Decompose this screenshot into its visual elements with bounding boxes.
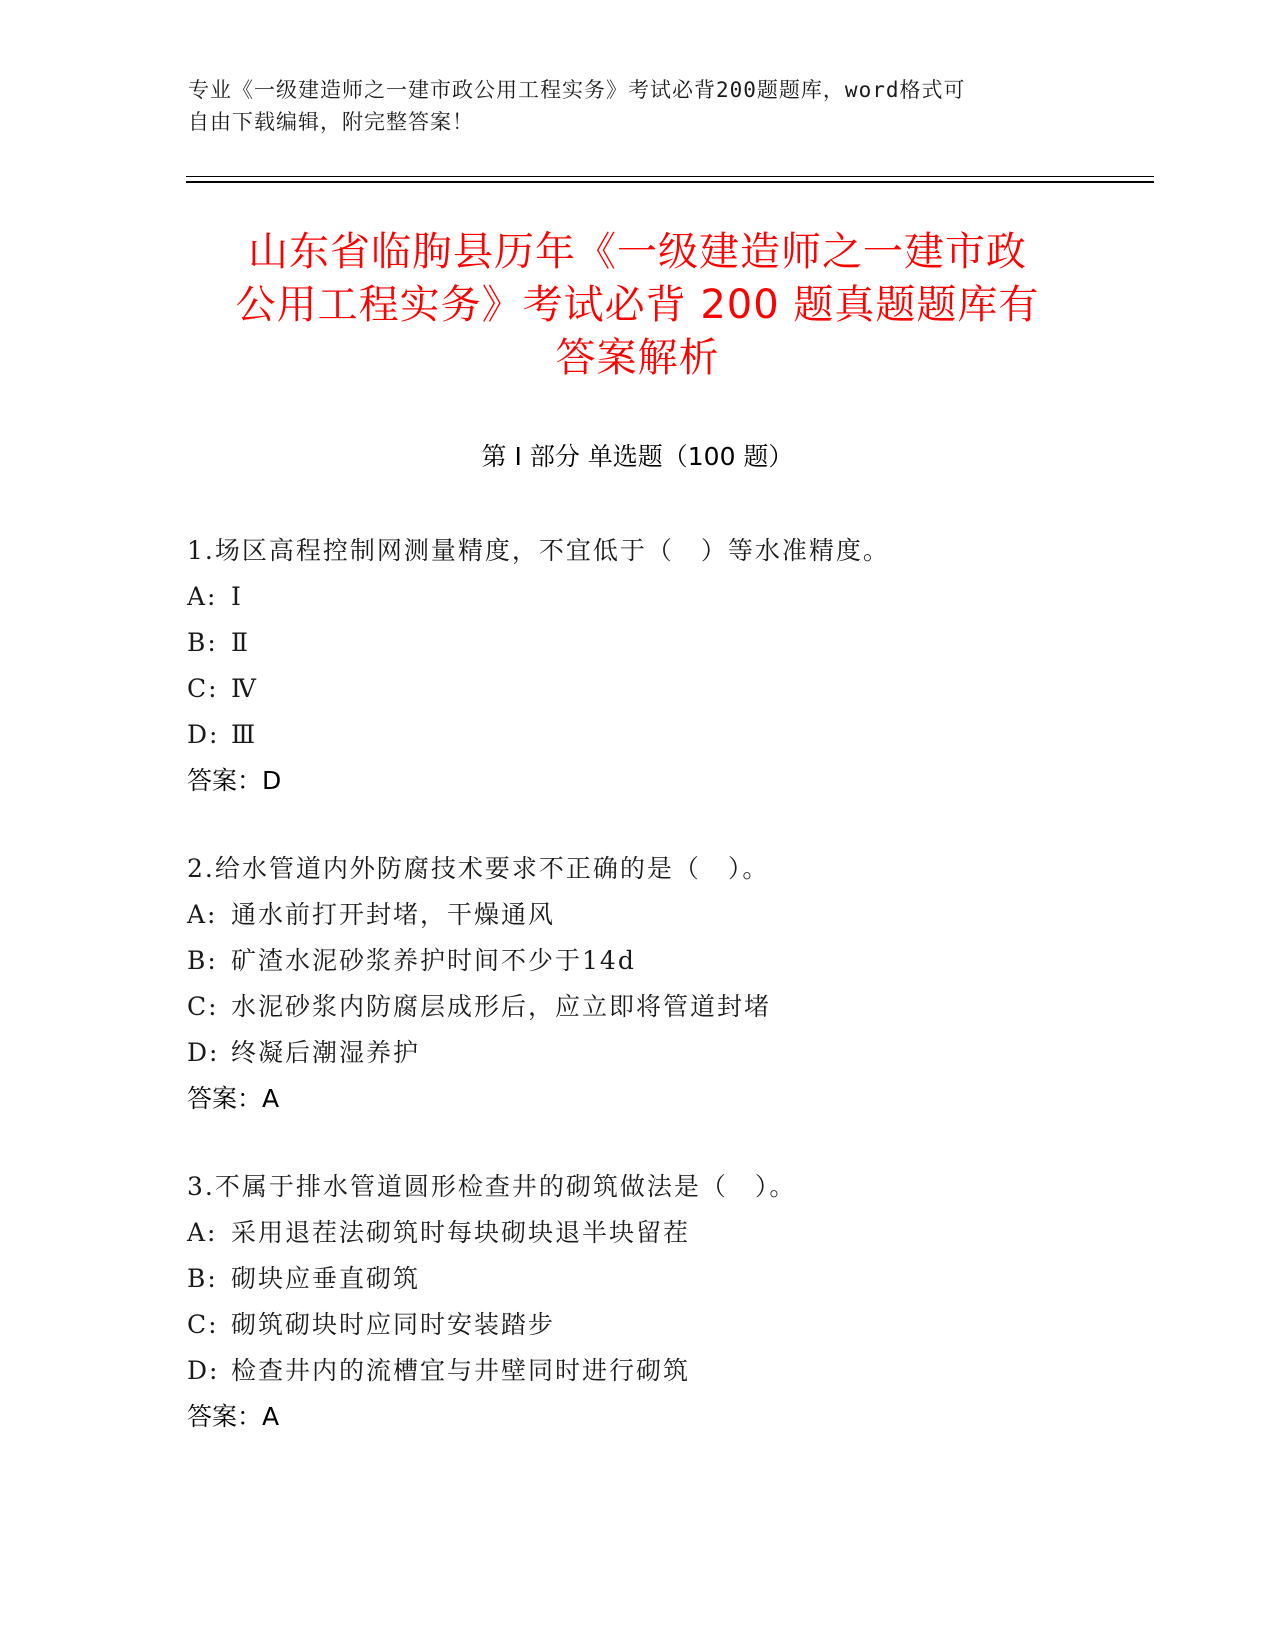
header-divider-thick bbox=[186, 181, 1154, 183]
option-text: Ⅱ bbox=[231, 628, 250, 657]
option-text: 采用退茬法砌筑时每块砌块退半块留茬 bbox=[231, 1218, 691, 1247]
option-text: 矿渣水泥砂浆养护时间不少于14d bbox=[231, 946, 636, 975]
option-key: B: bbox=[187, 628, 218, 657]
option-text: Ⅰ bbox=[231, 582, 243, 611]
option-key: D: bbox=[187, 720, 220, 749]
question-item bbox=[187, 1164, 1107, 1440]
option-text: 水泥砂浆内防腐层成形后，应立即将管道封堵 bbox=[231, 992, 772, 1021]
option-text: 砌筑砌块时应同时安装踏步 bbox=[231, 1310, 556, 1339]
section-heading: 第 I 部分 单选题（100 题） bbox=[481, 442, 794, 471]
option-b bbox=[187, 1256, 1107, 1302]
option-text: 通水前打开封堵，干燥通风 bbox=[231, 900, 556, 929]
option-a bbox=[187, 574, 1107, 620]
question-list bbox=[187, 528, 1107, 1482]
option-c bbox=[187, 1302, 1107, 1348]
option-key: B: bbox=[187, 1264, 218, 1293]
header-note-line-1: 专业《一级建造师之一建市政公用工程实务》考试必背200题题库，word格式可 bbox=[188, 78, 966, 102]
document-title-line-1: 山东省临朐县历年《一级建造师之一建市政 bbox=[248, 229, 1027, 275]
document-title-line-3: 答案解析 bbox=[555, 335, 720, 381]
option-text: 砌块应垂直砌筑 bbox=[231, 1264, 421, 1293]
option-d bbox=[187, 1030, 1107, 1076]
header-divider-thin bbox=[186, 176, 1154, 177]
option-b bbox=[187, 938, 1107, 984]
question-stem: 2.给水管道内外防腐技术要求不正确的是（ ）。 bbox=[187, 854, 770, 883]
question-item bbox=[187, 528, 1107, 804]
option-text: 检查井内的流槽宜与井壁同时进行砌筑 bbox=[231, 1356, 691, 1385]
option-text: Ⅲ bbox=[231, 720, 258, 749]
question-stem: 3.不属于排水管道圆形检查井的砌筑做法是（ ）。 bbox=[187, 1172, 797, 1201]
answer-line: 答案：A bbox=[187, 1084, 280, 1113]
option-d bbox=[187, 1348, 1107, 1394]
option-a bbox=[187, 892, 1107, 938]
header-note bbox=[188, 74, 1068, 138]
option-key: C: bbox=[187, 992, 219, 1021]
header-note-line-2: 自由下载编辑，附完整答案！ bbox=[188, 110, 474, 134]
option-c bbox=[187, 984, 1107, 1030]
option-text: 终凝后潮湿养护 bbox=[231, 1038, 421, 1067]
document-title bbox=[180, 226, 1095, 385]
option-key: A: bbox=[187, 900, 218, 929]
option-b bbox=[187, 620, 1107, 666]
question-item bbox=[187, 846, 1107, 1122]
option-key: D: bbox=[187, 1038, 220, 1067]
option-key: B: bbox=[187, 946, 218, 975]
option-key: C: bbox=[187, 674, 219, 703]
answer-line: 答案：D bbox=[187, 766, 282, 795]
option-key: D: bbox=[187, 1356, 220, 1385]
option-key: A: bbox=[187, 1218, 218, 1247]
option-key: C: bbox=[187, 1310, 219, 1339]
option-d bbox=[187, 712, 1107, 758]
question-stem: 1.场区高程控制网测量精度，不宜低于（ ）等水准精度。 bbox=[187, 536, 890, 565]
answer-line: 答案：A bbox=[187, 1402, 280, 1431]
option-key: A: bbox=[187, 582, 218, 611]
option-a bbox=[187, 1210, 1107, 1256]
option-text: Ⅳ bbox=[231, 674, 258, 703]
option-c bbox=[187, 666, 1107, 712]
document-title-line-2: 公用工程实务》考试必背 200 题真题题库有 bbox=[235, 282, 1040, 328]
